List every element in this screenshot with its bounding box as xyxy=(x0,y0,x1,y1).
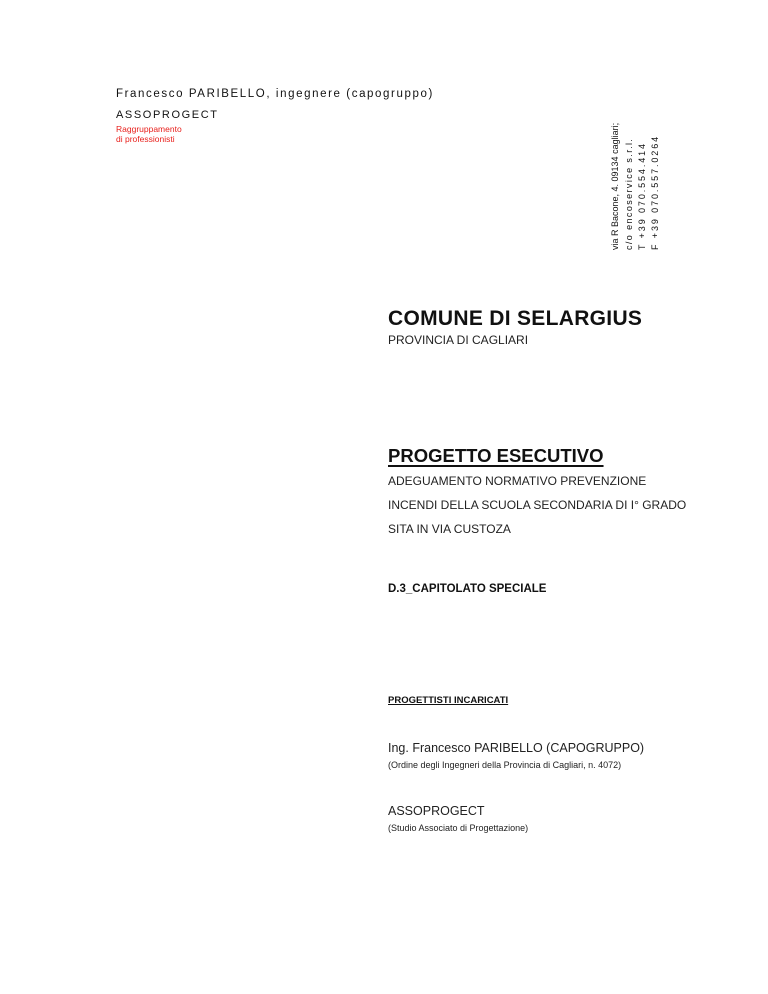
designer-name: Ing. Francesco PARIBELLO (CAPOGRUPPO) xyxy=(388,741,645,755)
contact-phone: T +39 070.554.414 xyxy=(637,142,647,250)
contact-block xyxy=(610,90,660,250)
group-description-line-1: Raggruppamento xyxy=(116,124,182,134)
designer-note: (Ordine degli Ingegneri della Provincia di Cagliari, n. 4072) xyxy=(388,760,622,770)
contact-address: via R Bacone, 4. 09134 cagliari; xyxy=(610,122,620,250)
designer-note: (Studio Associato di Progettazione) xyxy=(388,823,529,833)
project-title: PROGETTO ESECUTIVO xyxy=(388,445,604,466)
province-name: PROVINCIA DI CAGLIARI xyxy=(388,333,529,347)
group-description xyxy=(116,124,182,144)
project-description-line: INCENDI DELLA SCUOLA SECONDARIA DI I° GRADO xyxy=(388,498,687,512)
project-description-line: ADEGUAMENTO NORMATIVO PREVENZIONE xyxy=(388,474,647,488)
contact-care-of: c/o encoservice s.r.l. xyxy=(624,137,634,250)
municipality-name: COMUNE DI SELARGIUS xyxy=(388,307,643,330)
group-name: ASSOPROGECT xyxy=(116,109,219,121)
document-code: D.3_CAPITOLATO SPECIALE xyxy=(388,583,547,595)
project-description-line: SITA IN VIA CUSTOZA xyxy=(388,522,511,536)
designer-name: ASSOPROGECT xyxy=(388,804,485,818)
contact-fax: F +39 070.557.0264 xyxy=(650,134,660,250)
firm-name: Francesco PARIBELLO, ingegnere (capogruppo) xyxy=(116,88,434,100)
designers-heading: PROGETTISTI INCARICATI xyxy=(388,695,509,706)
group-description-line-2: di professionisti xyxy=(116,134,175,144)
